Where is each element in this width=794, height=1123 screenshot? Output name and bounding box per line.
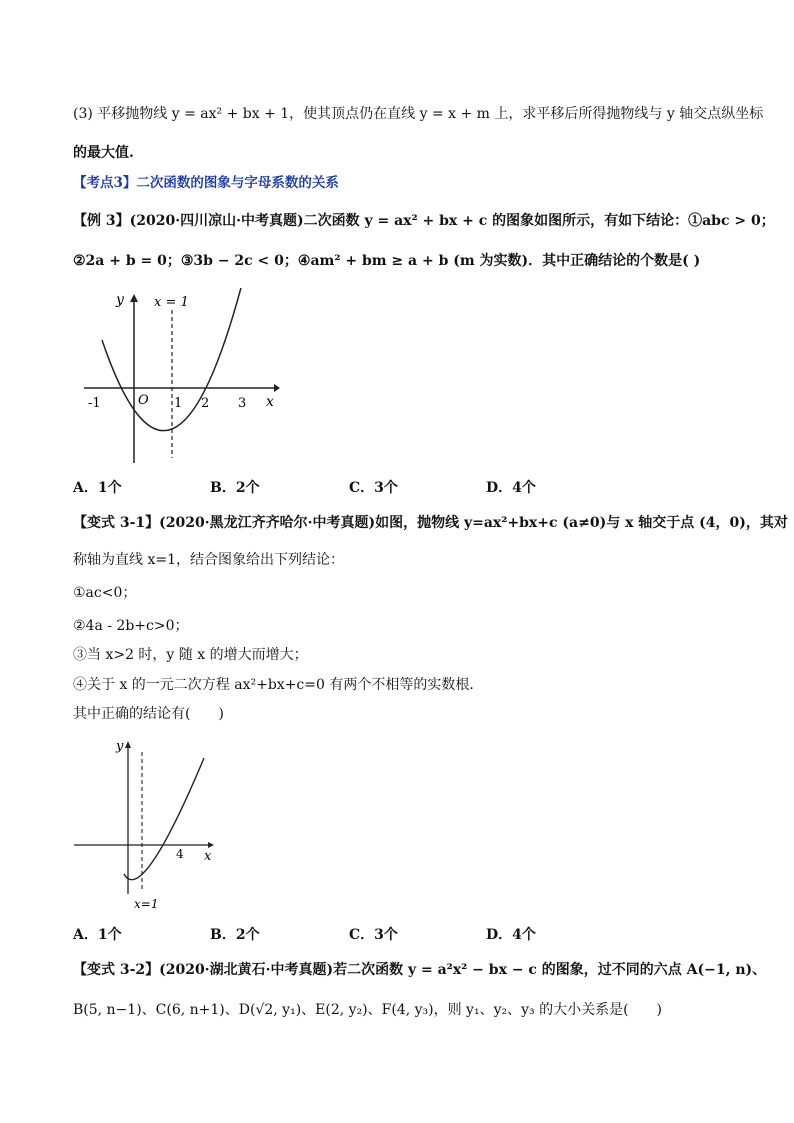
tick-origin: O: [138, 393, 149, 408]
q3-line1: (3) 平移抛物线 y = ax² + bx + 1，使其顶点仍在直线 y = x + m 上，求平移后所得抛物线与 y 轴交点纵坐标: [73, 106, 764, 122]
option-b[interactable]: B．2个: [210, 480, 260, 496]
option-d[interactable]: D．4个: [486, 927, 536, 943]
kaodian-heading: [73, 173, 339, 193]
variant31-line2: 称轴为直线 x=1，结合图象给出下列结论：: [73, 552, 344, 568]
variant32-line1: 【变式 3-2】(2020·湖北黄石·中考真题)若二次函数 y = a²x² − bx − c 的图象，过不同的六点 A(−1, n)、: [73, 962, 767, 978]
tick-1: 1: [174, 396, 183, 411]
sym-label: x = 1: [154, 295, 189, 310]
kaodian-tag: 【考点3】: [73, 175, 137, 191]
option-a[interactable]: A．1个: [73, 480, 122, 496]
tick-3: 3: [238, 396, 247, 411]
option-a[interactable]: A．1个: [73, 927, 122, 943]
kaodian-title: 二次函数的图象与字母系数的关系: [136, 175, 339, 191]
variant31-graph: [72, 734, 222, 912]
variant31-conclusion-1: ①ac<0；: [73, 585, 137, 601]
example3-line2: ②2a + b = 0；③3b − 2c < 0；④am² + bm ≥ a + b (m 为实数)．其中正确结论的个数是( ): [73, 253, 701, 269]
axis-y-label: y: [116, 292, 124, 308]
variant31-question: 其中正确的结论有( ): [73, 706, 224, 722]
option-c[interactable]: C．3个: [349, 927, 398, 943]
variant32-line2: B(5, n−1)、C(6, n+1)、D(√2, y₁)、E(2, y₂)、F(4, y₃)，则 y₁、y₂、y₃ 的大小关系是( ): [73, 1002, 662, 1018]
parabola: [124, 758, 204, 880]
axis-x-label: x: [266, 394, 274, 410]
example3-line1: 【例 3】(2020·四川凉山·中考真题)二次函数 y = ax² + bx + c 的图象如图所示，有如下结论：①abc > 0；: [73, 213, 775, 229]
tick-neg1: -1: [88, 396, 101, 411]
option-d[interactable]: D．4个: [486, 480, 536, 496]
variant31-conclusion-4: ④关于 x 的一元二次方程 ax²+bx+c=0 有两个不相等的实数根．: [73, 677, 484, 693]
axis-y-label: y: [116, 739, 124, 754]
x-axis-arrow: [208, 842, 214, 848]
x-axis-arrow: [274, 384, 280, 392]
q3-line2: 的最大值.: [73, 145, 134, 161]
variant31-conclusion-2: ②4a - 2b+c>0；: [73, 618, 189, 634]
tick-2: 2: [201, 396, 210, 411]
tick-4: 4: [176, 847, 184, 861]
sym-label: x=1: [134, 897, 159, 911]
y-axis-arrow: [125, 741, 131, 748]
variant31-conclusion-3: ③当 x>2 时，y 随 x 的增大而增大；: [73, 647, 308, 663]
axis-x-label: x: [204, 849, 212, 864]
option-c[interactable]: C．3个: [349, 480, 398, 496]
y-axis-arrow: [130, 294, 138, 302]
example3-graph: [82, 288, 282, 470]
variant31-line1: 【变式 3-1】(2020·黑龙江齐齐哈尔·中考真题)如图，抛物线 y=ax²+bx+c (a≠0)与 x 轴交于点 (4，0)，其对: [73, 515, 788, 531]
option-b[interactable]: B．2个: [210, 927, 260, 943]
